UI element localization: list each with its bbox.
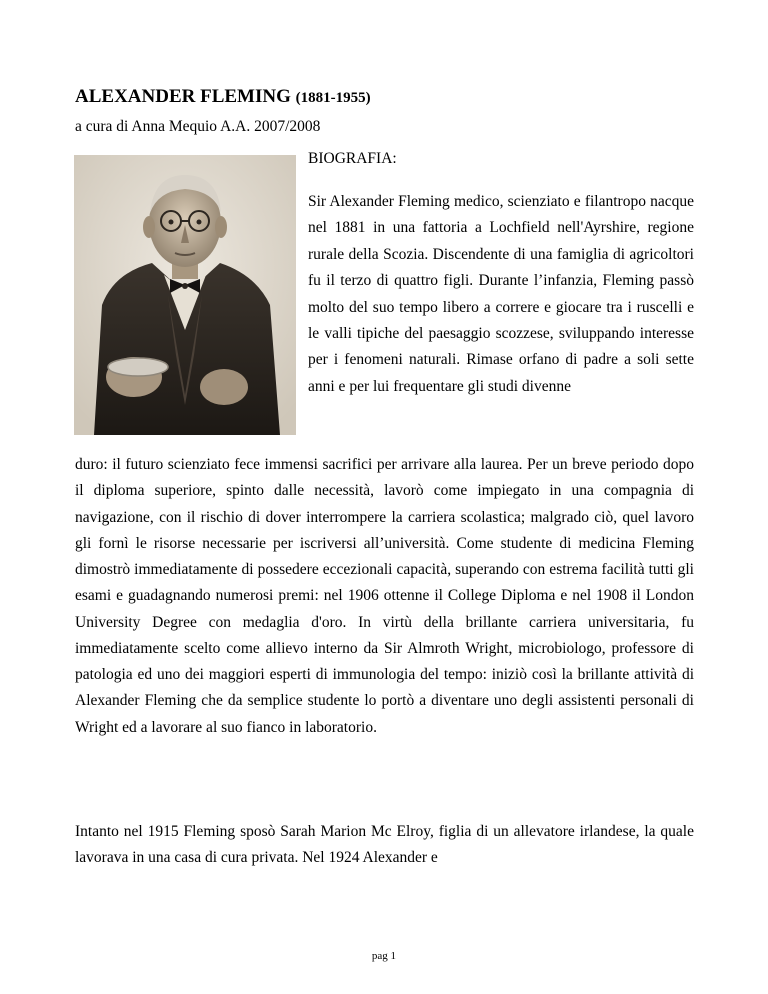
paragraph-1-side: Sir Alexander Fleming medico, scienziato e filantropo nacque nel 1881 in una fattoria a Lochfield nell'Ayrshire, regione rurale della Scozia. Discendente di una famiglia di agricoltori fu il terzo di quattro figli. Durante l’infanzia, Fleming passò molto del suo tempo libero a correre e giocare tra i ruscelli e le valli tipiche del paesaggio scozzese, sviluppando interesse per i fenomeni naturali. Rimase orfano di padre a soli sette anni e per lui frequentare gli studi divenne	[308, 193, 694, 395]
paragraph-2: Intanto nel 1915 Fleming sposò Sarah Marion Mc Elroy, figlia di un allevatore irlandese, la quale lavorava in una casa di cura privata. Nel 1924 Alexander e	[75, 823, 694, 867]
section-heading: BIOGRAFIA:	[308, 150, 397, 167]
paragraph-1-continued: duro: il futuro scienziato fece immensi sacrifici per arrivare alla laurea. Per un breve periodo dopo il diploma superiore, spinto dalle necessità, lavorò come impiegato in una compagnia di navigazione, con il rischio di dover interrompere la carriera scolastica; malgrado ciò, quel lavoro gli fornì le risorse necessarie per iscriversi all’università. Come studente di medicina Fleming dimostrò immediatamente di possedere eccezionali capacità, superando con estrema facilità tutti gli esami e guadagnando numerosi premi: nel 1906 ottenne il College Diploma e nel 1908 il London University Degree con medaglia d'oro. In virtù della brillante carriera universitaria, fu immediatamente scelto come allievo interno da Sir Almroth Wright, microbiologo, professore di patologia ed uno dei maggiori esperti di immunologia del tempo: iniziò così la brillante attività di Alexander Fleming che da semplice studente lo portò a diventare uno degli assistenti personali di Wright ed a lavorare al suo fianco in laboratorio.	[75, 456, 694, 736]
title-name: ALEXANDER FLEMING	[75, 86, 291, 107]
page-number: pag 1	[371, 950, 397, 962]
portrait-photo	[74, 155, 296, 435]
page-title	[75, 86, 371, 108]
title-years: (1881-1955)	[295, 90, 371, 106]
author-line: a cura di Anna Mequio A.A. 2007/2008	[75, 118, 321, 135]
